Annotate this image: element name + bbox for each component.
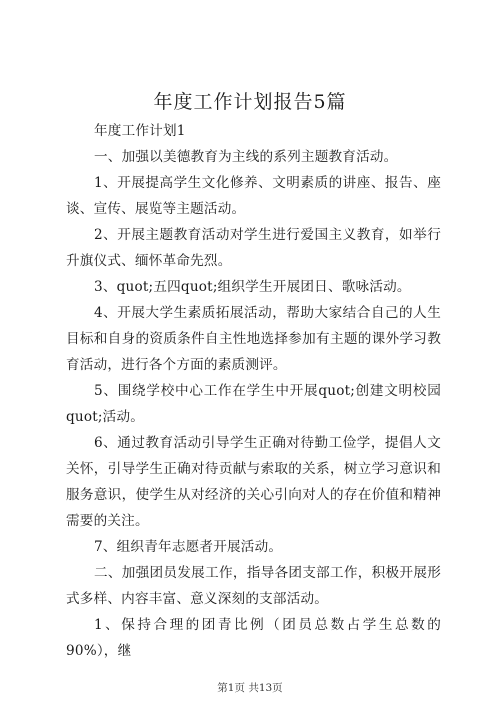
paragraph: 5、围绕学校中心工作在学生中开展quot;创建文明校园quot;活动。 [66,383,441,425]
paragraph: 4、开展大学生素质拓展活动，帮助大家结合自己的人生目标和自身的资质条件自主性地选择参加有主题的课外学习教育活动，进行各个方面的素质测评。 [66,305,441,373]
page-footer: 第1页 共13页 [217,682,283,694]
paragraph: 6、通过教育活动引导学生正确对待勤工俭学，提倡人文关怀，引导学生正确对待贡献与索取的关系，树立学习意识和服务意识，使学生从对经济的关心引向对人的存在价值和精神需要的关注。 [66,435,441,529]
paragraph: 7、组织青年志愿者开展活动。 [94,539,283,555]
paragraph: 1、开展提高学生文化修养、文明素质的讲座、报告、座谈、宣传、展览等主题活动。 [66,175,441,217]
paragraph: 3、quot;五四quot;组织学生开展团日、歌咏活动。 [94,279,411,295]
paragraph: 二、加强团员发展工作，指导各团支部工作，积极开展形式多样、内容丰富、意义深刻的支部活动。 [66,565,441,607]
paragraph: 一、加强以美德教育为主线的系列主题教育活动。 [94,149,398,165]
document-body [66,118,441,664]
paragraph: 2、开展主题教育活动对学生进行爱国主义教育，如举行升旗仪式、缅怀革命先烈。 [66,227,441,269]
document-title: 年度工作计划报告5篇 [153,91,347,113]
paragraph: 年度工作计划1 [94,123,186,139]
paragraph: 1、保持合理的团青比例（团员总数占学生总数的90%），继 [66,617,441,659]
